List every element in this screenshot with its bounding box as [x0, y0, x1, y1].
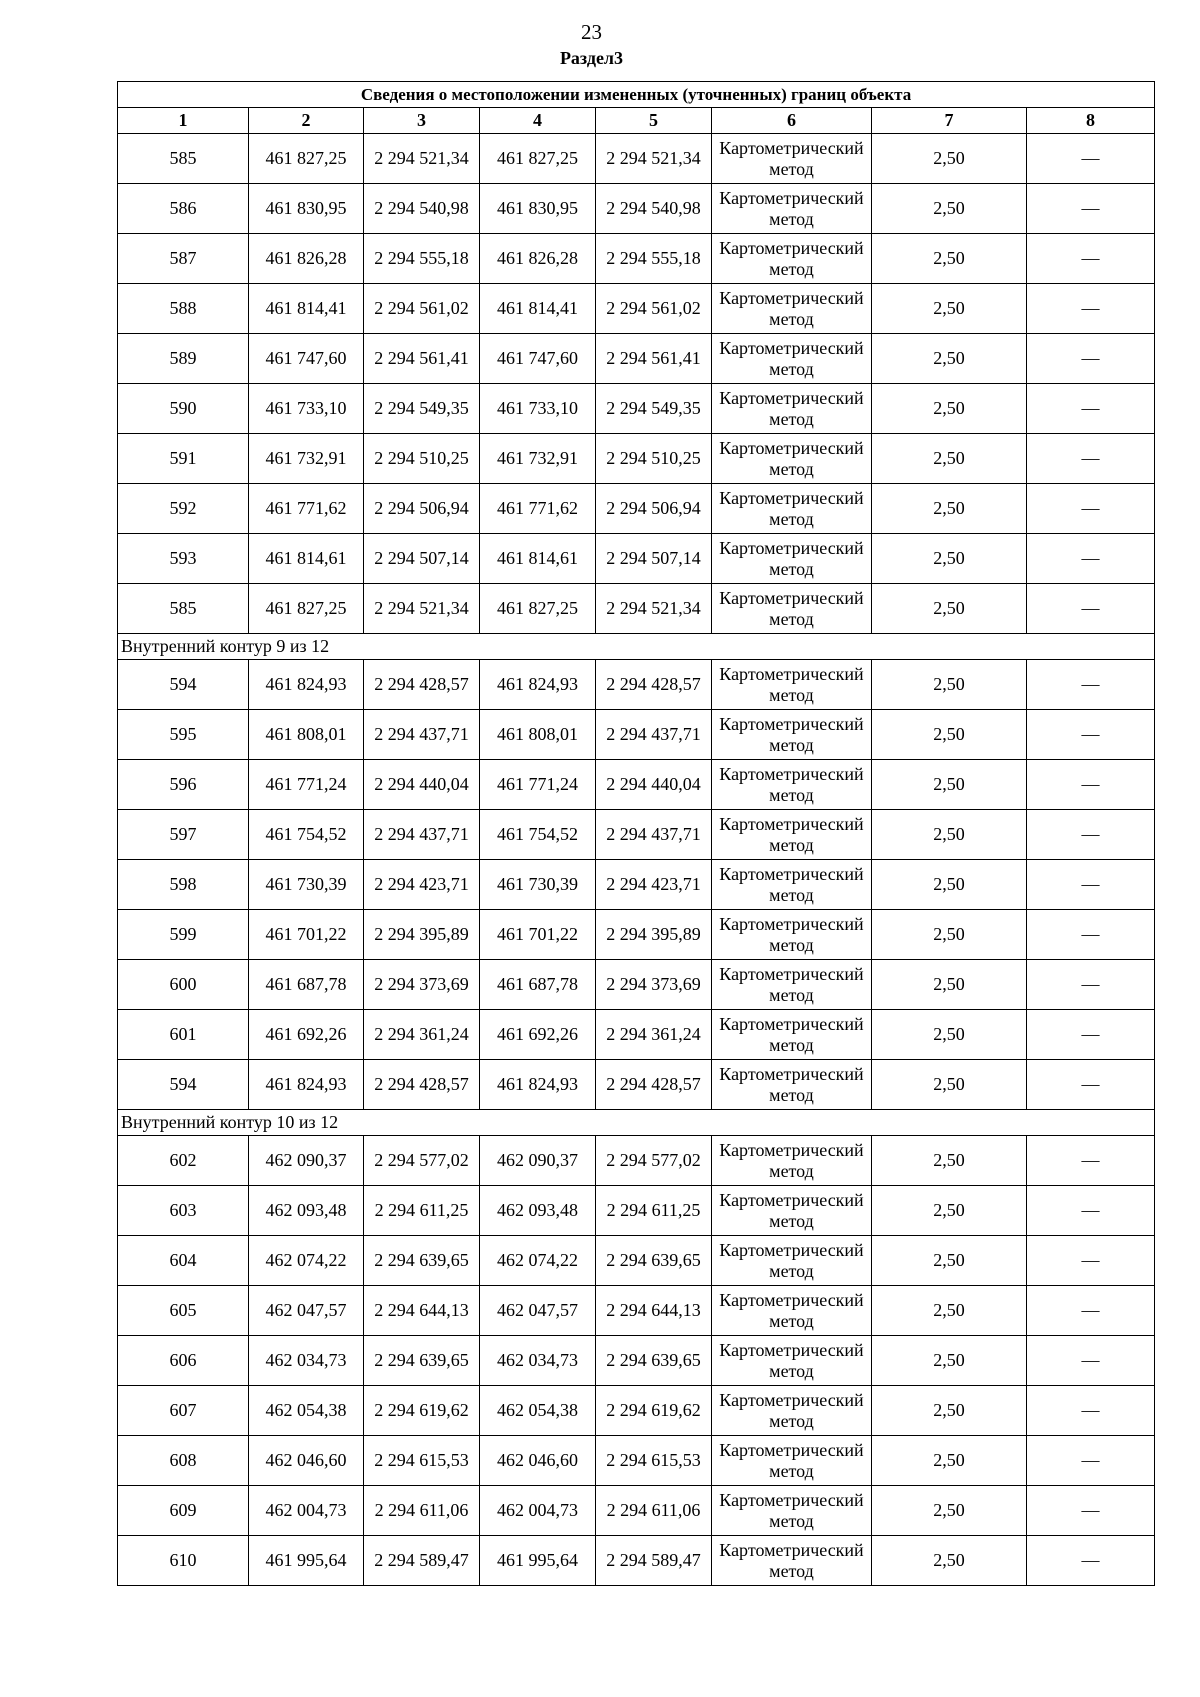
accuracy-cell: 2,50	[872, 1336, 1027, 1386]
method-cell: Картометрический метод	[712, 534, 872, 584]
note-cell: —	[1027, 1436, 1155, 1486]
table-row	[118, 284, 1155, 334]
contour-header-row	[118, 634, 1155, 660]
y-coordinate-new-cell: 2 294 561,02	[596, 284, 712, 334]
accuracy-cell: 2,50	[872, 1536, 1027, 1586]
accuracy-cell: 2,50	[872, 660, 1027, 710]
table-row	[118, 1236, 1155, 1286]
method-cell: Картометрический метод	[712, 1236, 872, 1286]
method-cell: Картометрический метод	[712, 584, 872, 634]
method-cell: Картометрический метод	[712, 1186, 872, 1236]
table-row	[118, 234, 1155, 284]
accuracy-cell: 2,50	[872, 184, 1027, 234]
section-title: Раздел3	[559, 48, 624, 68]
y-coordinate-cell: 2 294 521,34	[364, 134, 480, 184]
accuracy-cell: 2,50	[872, 1010, 1027, 1060]
x-coordinate-cell: 461 995,64	[249, 1536, 364, 1586]
method-cell: Картометрический метод	[712, 1060, 872, 1110]
method-cell: Картометрический метод	[712, 1336, 872, 1386]
y-coordinate-new-cell: 2 294 440,04	[596, 760, 712, 810]
table-row	[118, 134, 1155, 184]
x-coordinate-new-cell: 461 824,93	[480, 1060, 596, 1110]
y-coordinate-new-cell: 2 294 521,34	[596, 134, 712, 184]
point-number-cell: 609	[118, 1486, 249, 1536]
x-coordinate-cell: 461 824,93	[249, 660, 364, 710]
x-coordinate-new-cell: 461 830,95	[480, 184, 596, 234]
y-coordinate-new-cell: 2 294 589,47	[596, 1536, 712, 1586]
table-row	[118, 584, 1155, 634]
point-number-cell: 604	[118, 1236, 249, 1286]
y-coordinate-cell: 2 294 611,06	[364, 1486, 480, 1536]
x-coordinate-cell: 461 830,95	[249, 184, 364, 234]
x-coordinate-cell: 462 093,48	[249, 1186, 364, 1236]
table-row	[118, 334, 1155, 384]
point-number-cell: 605	[118, 1286, 249, 1336]
accuracy-cell: 2,50	[872, 584, 1027, 634]
y-coordinate-new-cell: 2 294 639,65	[596, 1336, 712, 1386]
y-coordinate-new-cell: 2 294 639,65	[596, 1236, 712, 1286]
boundary-coordinates-table	[117, 81, 1155, 1586]
y-coordinate-cell: 2 294 561,02	[364, 284, 480, 334]
x-coordinate-cell: 462 046,60	[249, 1436, 364, 1486]
note-cell: —	[1027, 1336, 1155, 1386]
y-coordinate-new-cell: 2 294 437,71	[596, 710, 712, 760]
method-cell: Картометрический метод	[712, 910, 872, 960]
note-cell: —	[1027, 910, 1155, 960]
column-header-5: 5	[596, 108, 712, 134]
table-row	[118, 960, 1155, 1010]
y-coordinate-cell: 2 294 549,35	[364, 384, 480, 434]
accuracy-cell: 2,50	[872, 234, 1027, 284]
accuracy-cell: 2,50	[872, 434, 1027, 484]
y-coordinate-new-cell: 2 294 577,02	[596, 1136, 712, 1186]
note-cell: —	[1027, 184, 1155, 234]
y-coordinate-cell: 2 294 540,98	[364, 184, 480, 234]
x-coordinate-new-cell: 461 732,91	[480, 434, 596, 484]
table-row	[118, 1010, 1155, 1060]
note-cell: —	[1027, 534, 1155, 584]
y-coordinate-new-cell: 2 294 615,53	[596, 1436, 712, 1486]
accuracy-cell: 2,50	[872, 1386, 1027, 1436]
y-coordinate-cell: 2 294 440,04	[364, 760, 480, 810]
point-number-cell: 594	[118, 1060, 249, 1110]
column-header-6: 6	[712, 108, 872, 134]
note-cell: —	[1027, 284, 1155, 334]
x-coordinate-new-cell: 461 827,25	[480, 134, 596, 184]
y-coordinate-new-cell: 2 294 395,89	[596, 910, 712, 960]
y-coordinate-cell: 2 294 361,24	[364, 1010, 480, 1060]
method-cell: Картометрический метод	[712, 1436, 872, 1486]
note-cell: —	[1027, 234, 1155, 284]
point-number-cell: 601	[118, 1010, 249, 1060]
x-coordinate-cell: 462 047,57	[249, 1286, 364, 1336]
y-coordinate-cell: 2 294 644,13	[364, 1286, 480, 1336]
y-coordinate-cell: 2 294 521,34	[364, 584, 480, 634]
x-coordinate-new-cell: 461 687,78	[480, 960, 596, 1010]
note-cell: —	[1027, 960, 1155, 1010]
table-row	[118, 810, 1155, 860]
y-coordinate-cell: 2 294 437,71	[364, 710, 480, 760]
x-coordinate-cell: 461 814,41	[249, 284, 364, 334]
note-cell: —	[1027, 860, 1155, 910]
point-number-cell: 587	[118, 234, 249, 284]
table-caption: Сведения о местоположении измененных (уточненных) границ объекта	[118, 82, 1155, 108]
accuracy-cell: 2,50	[872, 1236, 1027, 1286]
x-coordinate-cell: 461 687,78	[249, 960, 364, 1010]
method-cell: Картометрический метод	[712, 1536, 872, 1586]
method-cell: Картометрический метод	[712, 710, 872, 760]
column-header-3: 3	[364, 108, 480, 134]
note-cell: —	[1027, 1060, 1155, 1110]
column-header-7: 7	[872, 108, 1027, 134]
x-coordinate-cell: 462 074,22	[249, 1236, 364, 1286]
y-coordinate-new-cell: 2 294 373,69	[596, 960, 712, 1010]
table-row	[118, 384, 1155, 434]
accuracy-cell: 2,50	[872, 1436, 1027, 1486]
note-cell: —	[1027, 710, 1155, 760]
accuracy-cell: 2,50	[872, 1486, 1027, 1536]
y-coordinate-cell: 2 294 373,69	[364, 960, 480, 1010]
point-number-cell: 595	[118, 710, 249, 760]
x-coordinate-new-cell: 461 701,22	[480, 910, 596, 960]
y-coordinate-cell: 2 294 561,41	[364, 334, 480, 384]
method-cell: Картометрический метод	[712, 660, 872, 710]
method-cell: Картометрический метод	[712, 234, 872, 284]
note-cell: —	[1027, 134, 1155, 184]
y-coordinate-cell: 2 294 507,14	[364, 534, 480, 584]
x-coordinate-new-cell: 462 046,60	[480, 1436, 596, 1486]
x-coordinate-cell: 461 747,60	[249, 334, 364, 384]
x-coordinate-new-cell: 461 730,39	[480, 860, 596, 910]
y-coordinate-new-cell: 2 294 540,98	[596, 184, 712, 234]
x-coordinate-cell: 461 733,10	[249, 384, 364, 434]
x-coordinate-cell: 461 771,62	[249, 484, 364, 534]
method-cell: Картометрический метод	[712, 1486, 872, 1536]
accuracy-cell: 2,50	[872, 1060, 1027, 1110]
table-row	[118, 1536, 1155, 1586]
accuracy-cell: 2,50	[872, 134, 1027, 184]
note-cell: —	[1027, 384, 1155, 434]
x-coordinate-new-cell: 462 074,22	[480, 1236, 596, 1286]
table-row	[118, 910, 1155, 960]
x-coordinate-new-cell: 461 771,62	[480, 484, 596, 534]
x-coordinate-cell: 462 054,38	[249, 1386, 364, 1436]
x-coordinate-cell: 461 730,39	[249, 860, 364, 910]
y-coordinate-new-cell: 2 294 644,13	[596, 1286, 712, 1336]
contour-label: Внутренний контур 9 из 12	[118, 634, 1155, 660]
point-number-cell: 608	[118, 1436, 249, 1486]
point-number-cell: 610	[118, 1536, 249, 1586]
y-coordinate-cell: 2 294 639,65	[364, 1236, 480, 1286]
x-coordinate-new-cell: 461 824,93	[480, 660, 596, 710]
column-header-8: 8	[1027, 108, 1155, 134]
table-row	[118, 660, 1155, 710]
method-cell: Картометрический метод	[712, 334, 872, 384]
point-number-cell: 585	[118, 584, 249, 634]
table-row	[118, 1336, 1155, 1386]
point-number-cell: 606	[118, 1336, 249, 1386]
x-coordinate-new-cell: 461 826,28	[480, 234, 596, 284]
accuracy-cell: 2,50	[872, 810, 1027, 860]
x-coordinate-new-cell: 461 827,25	[480, 584, 596, 634]
point-number-cell: 598	[118, 860, 249, 910]
point-number-cell: 597	[118, 810, 249, 860]
table-row	[118, 710, 1155, 760]
point-number-cell: 586	[118, 184, 249, 234]
x-coordinate-cell: 461 692,26	[249, 1010, 364, 1060]
method-cell: Картометрический метод	[712, 860, 872, 910]
method-cell: Картометрический метод	[712, 1136, 872, 1186]
point-number-cell: 607	[118, 1386, 249, 1436]
y-coordinate-new-cell: 2 294 423,71	[596, 860, 712, 910]
table-row	[118, 184, 1155, 234]
point-number-cell: 589	[118, 334, 249, 384]
y-coordinate-new-cell: 2 294 507,14	[596, 534, 712, 584]
note-cell: —	[1027, 1286, 1155, 1336]
y-coordinate-cell: 2 294 506,94	[364, 484, 480, 534]
accuracy-cell: 2,50	[872, 860, 1027, 910]
method-cell: Картометрический метод	[712, 284, 872, 334]
table-row	[118, 1436, 1155, 1486]
point-number-cell: 588	[118, 284, 249, 334]
note-cell: —	[1027, 1486, 1155, 1536]
x-coordinate-cell: 462 004,73	[249, 1486, 364, 1536]
x-coordinate-cell: 461 808,01	[249, 710, 364, 760]
y-coordinate-new-cell: 2 294 611,25	[596, 1186, 712, 1236]
x-coordinate-cell: 461 827,25	[249, 134, 364, 184]
column-header-1: 1	[118, 108, 249, 134]
x-coordinate-cell: 462 090,37	[249, 1136, 364, 1186]
y-coordinate-cell: 2 294 577,02	[364, 1136, 480, 1186]
accuracy-cell: 2,50	[872, 334, 1027, 384]
method-cell: Картометрический метод	[712, 484, 872, 534]
y-coordinate-new-cell: 2 294 619,62	[596, 1386, 712, 1436]
x-coordinate-new-cell: 462 093,48	[480, 1186, 596, 1236]
accuracy-cell: 2,50	[872, 960, 1027, 1010]
column-header-2: 2	[249, 108, 364, 134]
method-cell: Картометрический метод	[712, 134, 872, 184]
y-coordinate-cell: 2 294 428,57	[364, 660, 480, 710]
method-cell: Картометрический метод	[712, 960, 872, 1010]
point-number-cell: 602	[118, 1136, 249, 1186]
x-coordinate-new-cell: 462 034,73	[480, 1336, 596, 1386]
x-coordinate-new-cell: 461 995,64	[480, 1536, 596, 1586]
x-coordinate-cell: 461 771,24	[249, 760, 364, 810]
point-number-cell: 594	[118, 660, 249, 710]
point-number-cell: 592	[118, 484, 249, 534]
y-coordinate-cell: 2 294 510,25	[364, 434, 480, 484]
method-cell: Картометрический метод	[712, 810, 872, 860]
table-row	[118, 1486, 1155, 1536]
y-coordinate-cell: 2 294 423,71	[364, 860, 480, 910]
accuracy-cell: 2,50	[872, 484, 1027, 534]
y-coordinate-new-cell: 2 294 510,25	[596, 434, 712, 484]
method-cell: Картометрический метод	[712, 1286, 872, 1336]
accuracy-cell: 2,50	[872, 1136, 1027, 1186]
accuracy-cell: 2,50	[872, 1186, 1027, 1236]
note-cell: —	[1027, 760, 1155, 810]
table-row	[118, 860, 1155, 910]
x-coordinate-new-cell: 461 808,01	[480, 710, 596, 760]
method-cell: Картометрический метод	[712, 760, 872, 810]
x-coordinate-cell: 461 826,28	[249, 234, 364, 284]
note-cell: —	[1027, 1236, 1155, 1286]
point-number-cell: 585	[118, 134, 249, 184]
point-number-cell: 590	[118, 384, 249, 434]
table-row	[118, 484, 1155, 534]
y-coordinate-cell: 2 294 615,53	[364, 1436, 480, 1486]
method-cell: Картометрический метод	[712, 434, 872, 484]
accuracy-cell: 2,50	[872, 384, 1027, 434]
method-cell: Картометрический метод	[712, 184, 872, 234]
y-coordinate-new-cell: 2 294 428,57	[596, 660, 712, 710]
table-row	[118, 1060, 1155, 1110]
note-cell: —	[1027, 334, 1155, 384]
accuracy-cell: 2,50	[872, 534, 1027, 584]
x-coordinate-cell: 461 827,25	[249, 584, 364, 634]
y-coordinate-new-cell: 2 294 521,34	[596, 584, 712, 634]
point-number-cell: 593	[118, 534, 249, 584]
y-coordinate-cell: 2 294 395,89	[364, 910, 480, 960]
table-row	[118, 434, 1155, 484]
x-coordinate-new-cell: 461 754,52	[480, 810, 596, 860]
x-coordinate-new-cell: 462 090,37	[480, 1136, 596, 1186]
y-coordinate-new-cell: 2 294 555,18	[596, 234, 712, 284]
table-row	[118, 1386, 1155, 1436]
x-coordinate-cell: 461 754,52	[249, 810, 364, 860]
accuracy-cell: 2,50	[872, 710, 1027, 760]
note-cell: —	[1027, 1386, 1155, 1436]
y-coordinate-new-cell: 2 294 361,24	[596, 1010, 712, 1060]
note-cell: —	[1027, 1536, 1155, 1586]
table-row	[118, 760, 1155, 810]
table-row	[118, 1136, 1155, 1186]
y-coordinate-cell: 2 294 639,65	[364, 1336, 480, 1386]
page-number: 23	[581, 20, 602, 44]
note-cell: —	[1027, 1186, 1155, 1236]
accuracy-cell: 2,50	[872, 910, 1027, 960]
x-coordinate-new-cell: 462 054,38	[480, 1386, 596, 1436]
y-coordinate-cell: 2 294 437,71	[364, 810, 480, 860]
note-cell: —	[1027, 484, 1155, 534]
x-coordinate-cell: 461 701,22	[249, 910, 364, 960]
point-number-cell: 596	[118, 760, 249, 810]
contour-label: Внутренний контур 10 из 12	[118, 1110, 1155, 1136]
contour-header-row	[118, 1110, 1155, 1136]
point-number-cell: 599	[118, 910, 249, 960]
x-coordinate-new-cell: 461 747,60	[480, 334, 596, 384]
y-coordinate-new-cell: 2 294 428,57	[596, 1060, 712, 1110]
x-coordinate-new-cell: 462 047,57	[480, 1286, 596, 1336]
x-coordinate-new-cell: 461 733,10	[480, 384, 596, 434]
table-row	[118, 1286, 1155, 1336]
y-coordinate-new-cell: 2 294 506,94	[596, 484, 712, 534]
x-coordinate-new-cell: 461 771,24	[480, 760, 596, 810]
note-cell: —	[1027, 660, 1155, 710]
method-cell: Картометрический метод	[712, 1386, 872, 1436]
point-number-cell: 600	[118, 960, 249, 1010]
x-coordinate-new-cell: 461 814,41	[480, 284, 596, 334]
y-coordinate-cell: 2 294 428,57	[364, 1060, 480, 1110]
y-coordinate-new-cell: 2 294 561,41	[596, 334, 712, 384]
note-cell: —	[1027, 434, 1155, 484]
y-coordinate-new-cell: 2 294 611,06	[596, 1486, 712, 1536]
column-header-4: 4	[480, 108, 596, 134]
y-coordinate-cell: 2 294 589,47	[364, 1536, 480, 1586]
method-cell: Картометрический метод	[712, 384, 872, 434]
x-coordinate-cell: 461 824,93	[249, 1060, 364, 1110]
accuracy-cell: 2,50	[872, 760, 1027, 810]
y-coordinate-cell: 2 294 555,18	[364, 234, 480, 284]
accuracy-cell: 2,50	[872, 284, 1027, 334]
x-coordinate-new-cell: 462 004,73	[480, 1486, 596, 1536]
y-coordinate-cell: 2 294 611,25	[364, 1186, 480, 1236]
x-coordinate-cell: 462 034,73	[249, 1336, 364, 1386]
accuracy-cell: 2,50	[872, 1286, 1027, 1336]
point-number-cell: 591	[118, 434, 249, 484]
table-row	[118, 1186, 1155, 1236]
table-row	[118, 534, 1155, 584]
note-cell: —	[1027, 1010, 1155, 1060]
method-cell: Картометрический метод	[712, 1010, 872, 1060]
y-coordinate-cell: 2 294 619,62	[364, 1386, 480, 1436]
x-coordinate-new-cell: 461 692,26	[480, 1010, 596, 1060]
note-cell: —	[1027, 584, 1155, 634]
point-number-cell: 603	[118, 1186, 249, 1236]
note-cell: —	[1027, 810, 1155, 860]
x-coordinate-new-cell: 461 814,61	[480, 534, 596, 584]
note-cell: —	[1027, 1136, 1155, 1186]
x-coordinate-cell: 461 732,91	[249, 434, 364, 484]
y-coordinate-new-cell: 2 294 549,35	[596, 384, 712, 434]
x-coordinate-cell: 461 814,61	[249, 534, 364, 584]
y-coordinate-new-cell: 2 294 437,71	[596, 810, 712, 860]
